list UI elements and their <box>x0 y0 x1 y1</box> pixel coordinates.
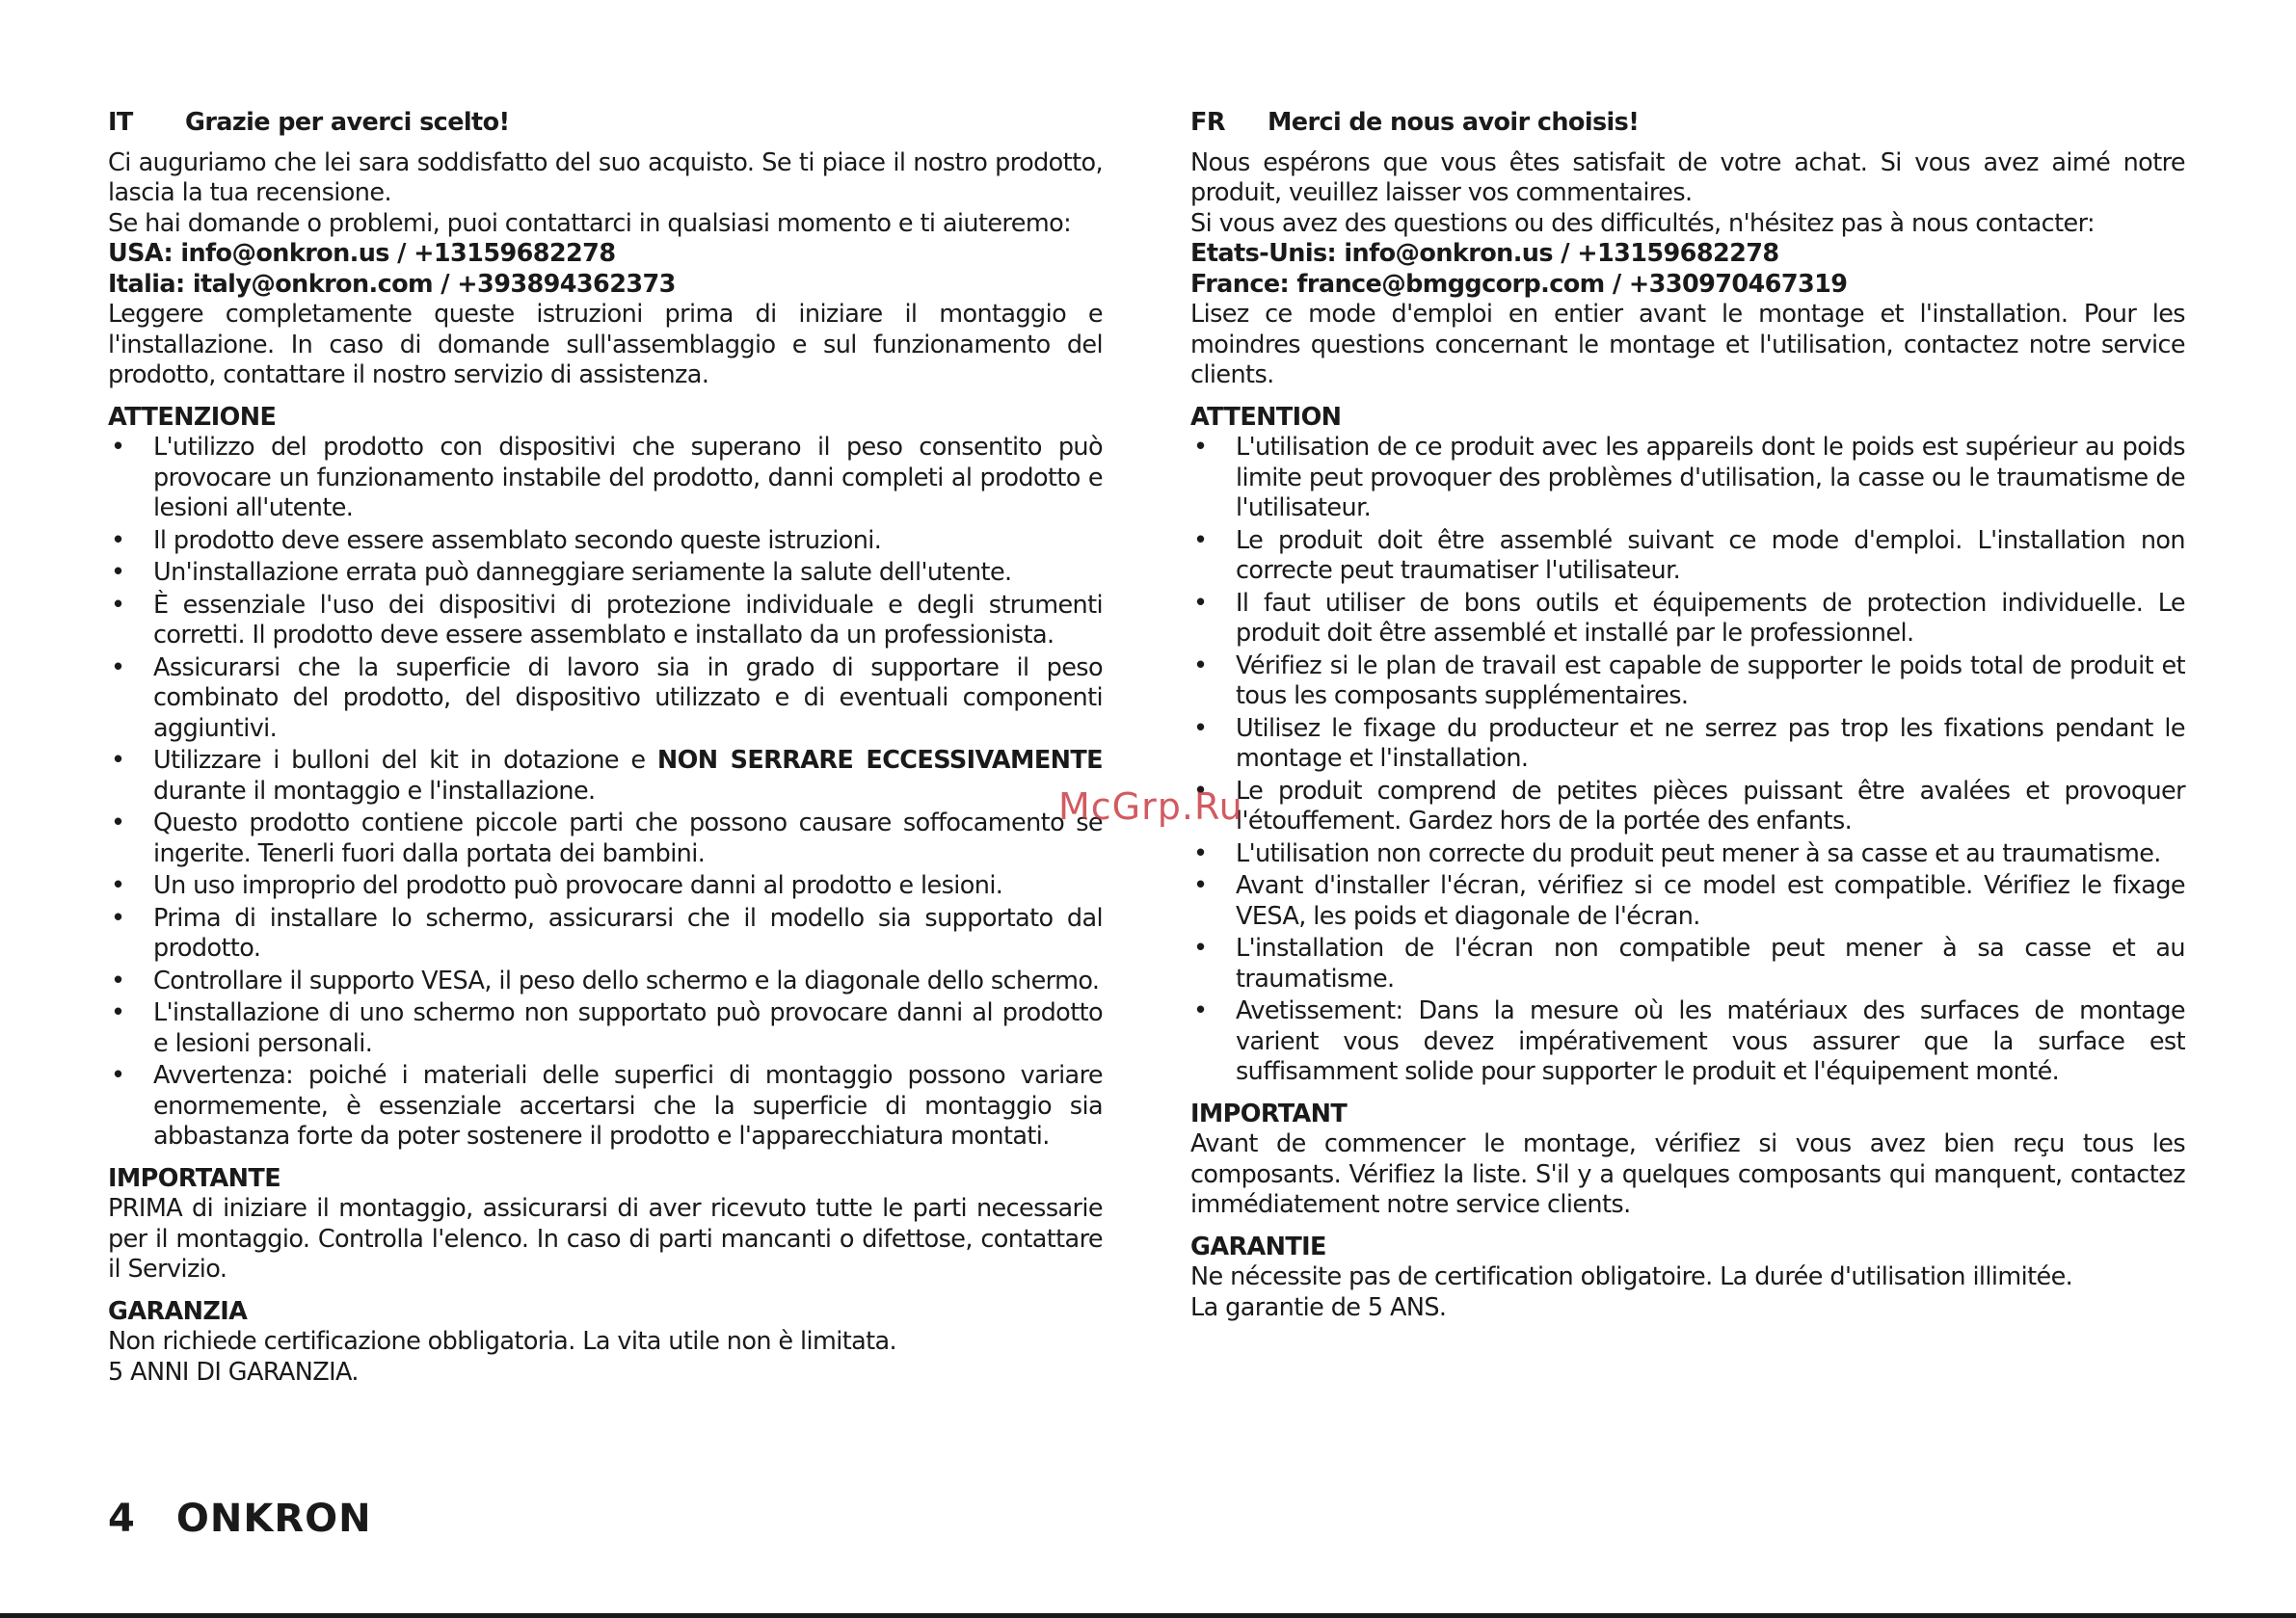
attention-list <box>1190 433 2185 1088</box>
list-item: • Un'installazione errata può danneggiare seriamente la salute dell'utente. <box>108 558 1103 589</box>
contact-prompt: Si vous avez des questions ou des difficultés, n'hésitez pas à nous contacter: <box>1190 208 2096 238</box>
warranty-title: GARANZIA <box>108 1296 248 1326</box>
warranty-line: La garantie de 5 ANS. <box>1190 1292 1447 1322</box>
brand-logo: ONKRON <box>175 1497 372 1541</box>
list-item-text: durante il montaggio e l'installazione. <box>153 776 596 806</box>
list-item: • Le produit comprend de petites pièces puissant être avalées et provoquer l'étouffement. Gardez hors de la portée des enfants. <box>1190 777 2185 837</box>
list-item: • L'utilizzo del prodotto con dispositivi che superano il peso consentito può provocare un funzionamento instabile del prodotto, danni completi al prodotto e lesioni all'utente. <box>108 433 1103 524</box>
important-title: IMPORTANT <box>1190 1099 1348 1128</box>
list-item: • L'utilisation de ce produit avec les appareils dont le poids est supérieur au poids limite peut provoquer des problèmes d'utilisation, la casse ou le traumatisme de l'utilisateur. <box>1190 433 2185 524</box>
lang-code: FR <box>1190 108 1225 137</box>
list-item: • Avvertenza: poiché i materiali delle superfici di montaggio possono variare enormemente, è essenziale accertarsi che la superficie di montaggio sia abbastanza forte da poter sostenere il prodotto e l'apparecchiatura montati. <box>108 1061 1103 1153</box>
contact-france: France: france@bmggcorp.com / +330970467319 <box>1190 269 1848 299</box>
warranty-title: GARANTIE <box>1190 1232 1326 1261</box>
italian-column <box>108 108 1103 1388</box>
list-item: • Questo prodotto contiene piccole parti che possono causare soffocamento se ingerite. Tenerli fuori dalla portata dei bambini. <box>108 809 1103 869</box>
attention-list <box>108 433 1103 1153</box>
contact-italy: Italia: italy@onkron.com / +393894362373 <box>108 269 676 299</box>
list-item: • Il prodotto deve essere assemblato secondo queste istruzioni. <box>108 526 1103 557</box>
list-item: • Il faut utiliser de bons outils et équipements de protection individuelle. Le produit doit être assemblé et installé par le professionnel. <box>1190 589 2185 650</box>
contact-prompt: Se hai domande o problemi, puoi contattarci in qualsiasi momento e ti aiuteremo: <box>108 208 1072 238</box>
page-footer <box>108 1497 372 1541</box>
important-text: PRIMA di iniziare il montaggio, assicurarsi di aver ricevuto tutte le parti necessarie per il montaggio. Controlla l'elenco. In caso di parti mancanti o difettose, contattare il Servizio. <box>108 1194 1103 1284</box>
bottom-divider <box>0 1613 2296 1618</box>
attention-title: ATTENZIONE <box>108 402 277 432</box>
list-item: • Prima di installare lo schermo, assicurarsi che il modello sia supportato dal prodotto. <box>108 904 1103 965</box>
list-item: • Un uso improprio del prodotto può provocare danni al prodotto e lesioni. <box>108 871 1103 902</box>
warranty-line: 5 ANNI DI GARANZIA. <box>108 1357 359 1387</box>
list-item: • L'installazione di uno schermo non supportato può provocare danni al prodotto e lesioni personali. <box>108 998 1103 1059</box>
instructions-paragraph: Lisez ce mode d'emploi en entier avant le montage et l'installation. Pour les moindres questions concernant le montage et l'utilisation, contactez notre service clients. <box>1190 300 2185 389</box>
list-item: • L'utilisation non correcte du produit peut mener à sa casse et au traumatisme. <box>1190 839 2185 870</box>
watermark: McGrp.Ru <box>1058 785 1243 828</box>
list-item: • Vérifiez si le plan de travail est capable de supporter le poids total de produit et tous les composants supplémentaires. <box>1190 651 2185 712</box>
list-item: • Controllare il supporto VESA, il peso dello schermo e la diagonale dello schermo. <box>108 967 1103 997</box>
list-item: • Utilisez le fixage du producteur et ne serrez pas trop les fixations pendant le montage et l'installation. <box>1190 714 2185 775</box>
french-column <box>1190 108 2185 1323</box>
page-number: 4 <box>108 1497 136 1541</box>
instructions-paragraph: Leggere completamente queste istruzioni prima di iniziare il montaggio e l'installazione. In caso di domande sull'assemblaggio e sul funzionamento del prodotto, contattare il nostro servizio di assistenza. <box>108 300 1103 389</box>
contact-usa: USA: info@onkron.us / +13159682278 <box>108 239 616 268</box>
intro-paragraph: Nous espérons que vous êtes satisfait de votre achat. Si vous avez aimé notre produit, veuillez laisser vos commentaires. <box>1190 147 2185 207</box>
list-item: • È essenziale l'uso dei dispositivi di protezione individuale e degli strumenti corretti. Il prodotto deve essere assemblato e installato da un professionista. <box>108 591 1103 651</box>
list-item: • Assicurarsi che la superficie di lavoro sia in grado di supportare il peso combinato del prodotto, del dispositivo utilizzato e di eventuali componenti aggiuntivi. <box>108 653 1103 745</box>
contact-usa: Etats-Unis: info@onkron.us / +13159682278 <box>1190 239 1779 268</box>
list-item <box>108 746 1103 807</box>
italian-heading <box>108 108 1103 139</box>
list-item: • Avetissement: Dans la mesure où les matériaux des surfaces de montage varient vous devez impérativement vous assurer que la surface est suffisamment solide pour supporter le produit et l'équipement monté. <box>1190 996 2185 1088</box>
list-item-emphasis: NON SERRARE ECCESSIVAMENTE <box>656 746 1104 775</box>
warranty-line: Non richiede certificazione obbligatoria. La vita utile non è limitata. <box>108 1327 897 1356</box>
french-heading <box>1190 108 2185 139</box>
list-item: • L'installation de l'écran non compatible peut mener à sa casse et au traumatisme. <box>1190 934 2185 995</box>
attention-title: ATTENTION <box>1190 402 1342 432</box>
important-text: Avant de commencer le montage, vérifiez si vous avez bien reçu tous les composants. Vérifiez la liste. S'il y a quelques composants qui manquent, contactez immédiatement notre service clients. <box>1190 1129 2185 1219</box>
list-item: • Le produit doit être assemblé suivant ce mode d'emploi. L'installation non correcte peut traumatiser l'utilisateur. <box>1190 526 2185 587</box>
heading-text: Merci de nous avoir choisis! <box>1268 108 1640 137</box>
intro-paragraph: Ci auguriamo che lei sara soddisfatto del suo acquisto. Se ti piace il nostro prodotto, lascia la tua recensione. <box>108 147 1103 207</box>
warranty-line: Ne nécessite pas de certification obligatoire. La durée d'utilisation illimitée. <box>1190 1262 2073 1291</box>
important-title: IMPORTANTE <box>108 1163 281 1193</box>
heading-text: Grazie per averci scelto! <box>185 108 510 137</box>
lang-code: IT <box>108 108 133 137</box>
list-item-text: Utilizzare i bulloni del kit in dotazione e <box>153 746 657 775</box>
list-item: • Avant d'installer l'écran, vérifiez si ce model est compatible. Vérifiez le fixage VESA, les poids et diagonale de l'écran. <box>1190 871 2185 932</box>
